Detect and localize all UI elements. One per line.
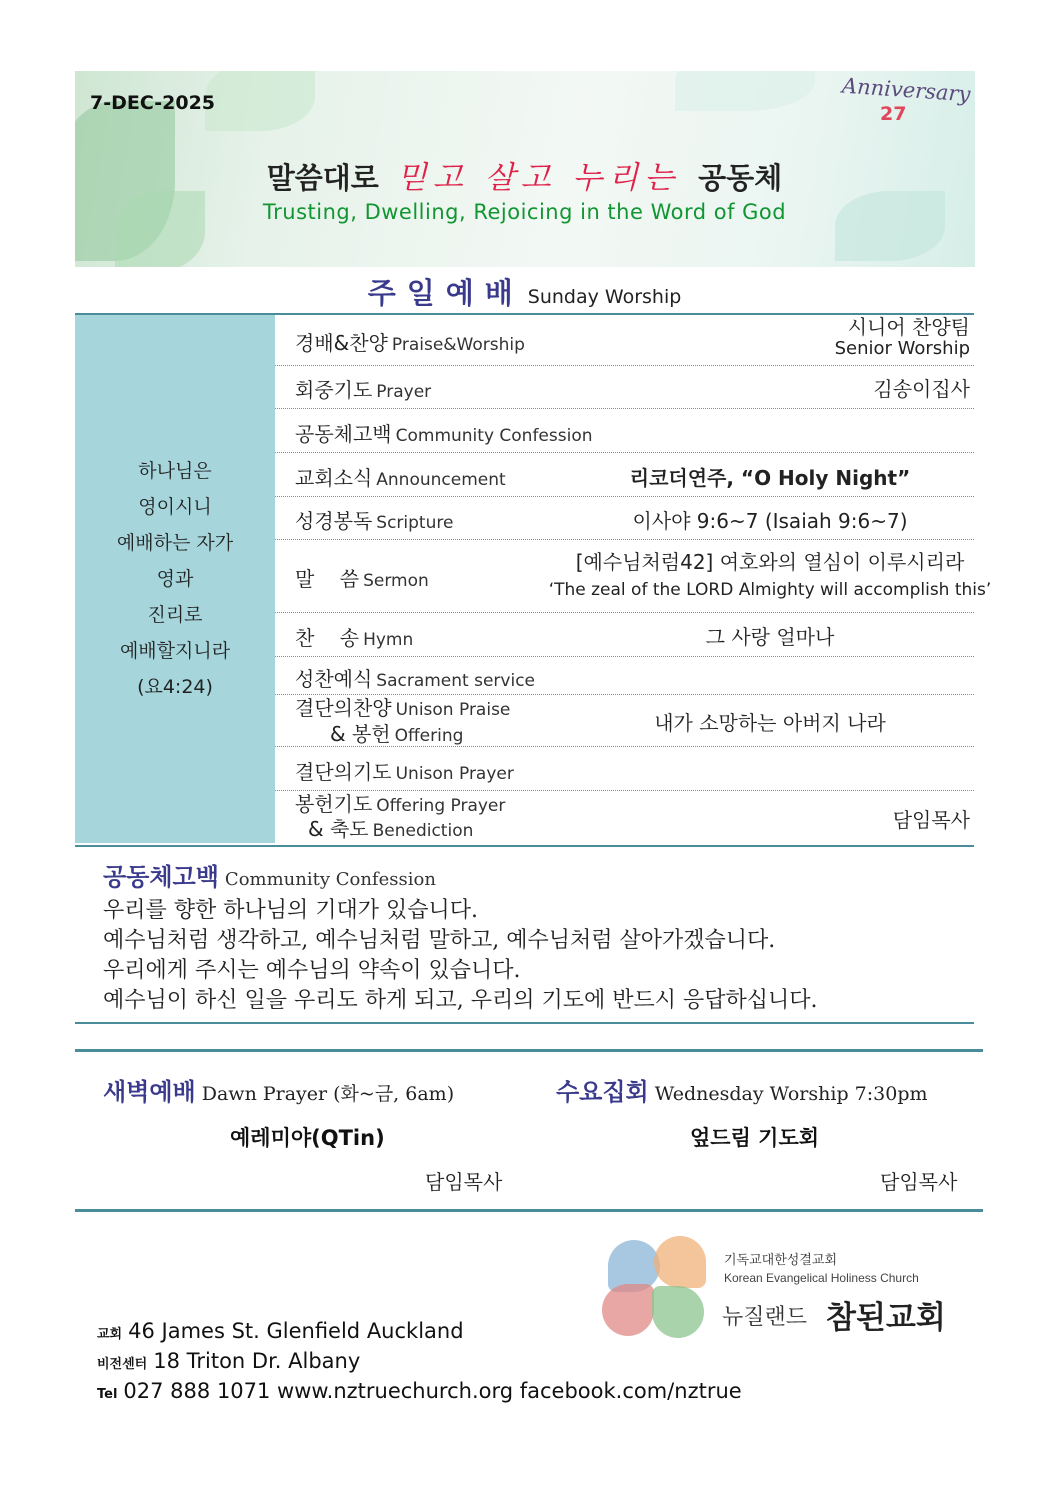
row-ko: 회중기도 xyxy=(295,378,373,402)
service-row-prayer xyxy=(275,366,974,409)
row-en: Community Confession xyxy=(395,426,593,446)
row-en: Offering xyxy=(394,726,464,746)
service-row-offering xyxy=(275,695,974,747)
logo-petal xyxy=(654,1236,706,1288)
service-row-sacrament xyxy=(275,657,974,695)
dawn-prayer-leader: 담임목사 xyxy=(425,1170,503,1194)
address-text: 18 Triton Dr. Albany xyxy=(153,1349,361,1373)
leaf-decoration xyxy=(675,71,815,111)
worship-title-english: Sunday Worship xyxy=(527,286,682,308)
anniversary-number: 27 xyxy=(880,103,907,125)
dawn-title-korean: 새벽예배 xyxy=(103,1078,196,1106)
wednesday-worship-topic: 엎드림 기도회 xyxy=(690,1126,820,1150)
motto-prefix: 말씀대로 xyxy=(266,161,379,195)
dawn-prayer-title xyxy=(103,1072,454,1107)
denomination-korean: 기독교대한성결교회 xyxy=(724,1253,838,1268)
wednesday-worship-leader: 담임목사 xyxy=(880,1170,958,1194)
row-en: Prayer xyxy=(376,382,432,402)
row-en: Hymn xyxy=(363,630,414,650)
service-row-hymn xyxy=(275,613,974,657)
row-ko: 말 씀 xyxy=(295,567,360,591)
verse-line: 진리로 xyxy=(147,604,203,626)
service-row-unison-prayer xyxy=(275,747,974,791)
row-en: Benediction xyxy=(372,821,474,841)
motto-suffix: 공동체 xyxy=(698,161,783,195)
divider xyxy=(75,1209,983,1212)
leaf-decoration xyxy=(205,71,315,131)
service-row-sermon xyxy=(275,540,992,613)
row-right: Senior Worship xyxy=(834,338,970,359)
verse-line: 예배하는 자가 xyxy=(116,532,234,554)
tel-label: Tel xyxy=(97,1387,118,1402)
row-center: 리코더연주, “O Holy Night” xyxy=(629,466,911,490)
row-en: Sacrament service xyxy=(376,671,536,691)
service-row-praise xyxy=(275,315,974,366)
sermon-subtitle: ‘The zeal of the LORD Almighty will accomplish this’ xyxy=(548,580,992,600)
wednesday-title-english: Wednesday Worship 7:30pm xyxy=(654,1083,928,1105)
row-ko: 찬 송 xyxy=(295,626,360,650)
church-name: 참된교회 xyxy=(826,1300,946,1336)
row-ko: & 축도 xyxy=(308,817,369,841)
row-ko: 성경봉독 xyxy=(295,509,373,533)
contact-line xyxy=(97,1379,742,1403)
address-text: 46 James St. Glenfield Auckland xyxy=(128,1319,464,1343)
row-center: 내가 소망하는 아버지 나라 xyxy=(654,711,886,735)
row-ko: 공동체고백 xyxy=(295,422,392,446)
logo-petal xyxy=(602,1284,654,1336)
service-row-benediction xyxy=(275,791,974,843)
wednesday-title-korean: 수요집회 xyxy=(556,1078,649,1106)
row-ko: 결단의찬양 xyxy=(295,696,392,720)
dawn-prayer-topic: 예레미야(QTin) xyxy=(230,1126,385,1150)
church-country: 뉴질랜드 xyxy=(722,1305,808,1330)
verse-line: 하나님은 xyxy=(138,460,212,482)
verse-line: 예배할지니라 xyxy=(119,640,231,662)
wednesday-worship-title xyxy=(556,1072,928,1107)
row-ko: 성찬예식 xyxy=(295,667,373,691)
row-en: Praise&Worship xyxy=(391,335,525,355)
contact-text: 027 888 1071 www.nztruechurch.org facebook.com/nztrue xyxy=(123,1379,742,1403)
motto-english: Trusting, Dwelling, Rejoicing in the Word of God xyxy=(262,200,787,224)
address-label: 교회 xyxy=(97,1327,123,1342)
church-logo-icon xyxy=(600,1236,710,1336)
confession-title xyxy=(103,857,436,892)
service-row-announcement xyxy=(275,453,974,497)
confession-line: 예수님처럼 생각하고, 예수님처럼 말하고, 예수님처럼 살아가겠습니다. xyxy=(103,928,776,953)
row-en: Offering Prayer xyxy=(376,796,506,816)
worship-title-korean: 주일예배 xyxy=(367,276,524,310)
row-center: 그 사랑 얼마나 xyxy=(705,625,835,649)
anniversary-label: Anniversary xyxy=(841,73,972,107)
motto-korean xyxy=(0,152,1049,197)
verse-line: 영이시니 xyxy=(138,496,212,518)
row-en: Announcement xyxy=(376,470,506,490)
confession-line: 우리를 향한 하나님의 기대가 있습니다. xyxy=(103,898,478,923)
row-center: 이사야 9:6~7 (Isaiah 9:6~7) xyxy=(632,509,908,533)
confession-title-english: Community Confession xyxy=(224,869,436,890)
row-right: 담임목사 xyxy=(892,808,970,832)
verse-line: 영과 xyxy=(156,568,194,590)
dawn-title-english: Dawn Prayer (화~금, 6am) xyxy=(201,1083,455,1105)
confession-line: 우리에게 주시는 예수님의 약속이 있습니다. xyxy=(103,958,521,983)
address-label: 비전센터 xyxy=(97,1357,148,1372)
logo-petal xyxy=(652,1286,704,1338)
row-ko: 봉헌기도 xyxy=(295,792,373,816)
scripture-verse-panel xyxy=(75,315,275,843)
divider xyxy=(75,1049,983,1052)
confession-line: 예수님이 하신 일을 우리도 하게 되고, 우리의 기도에 반드시 응답하십니다. xyxy=(103,988,818,1013)
worship-heading xyxy=(0,271,1049,312)
row-ko: 교회소식 xyxy=(295,466,373,490)
service-row-scripture xyxy=(275,497,974,540)
vision-center-address xyxy=(97,1349,360,1373)
confession-title-korean: 공동체고백 xyxy=(103,863,219,891)
sermon-title: [예수님처럼42] 여호와의 열심이 이루시리라 xyxy=(575,550,965,574)
row-right: 시니어 찬양팀 xyxy=(847,315,970,339)
church-address xyxy=(97,1319,464,1343)
denomination-english: Korean Evangelical Holiness Church xyxy=(724,1271,919,1285)
row-ko: 결단의기도 xyxy=(295,760,392,784)
bulletin-date: 7-DEC-2025 xyxy=(90,92,216,114)
verse-line: (요4:24) xyxy=(137,676,213,698)
row-en: Sermon xyxy=(363,571,429,591)
motto-highlight: 믿고 살고 누리는 xyxy=(396,160,681,196)
row-en: Scripture xyxy=(376,513,454,533)
row-ko: & 봉헌 xyxy=(330,722,391,746)
row-ko: 경배&찬양 xyxy=(295,331,388,355)
row-en: Unison Praise xyxy=(395,700,511,720)
row-right: 김송이집사 xyxy=(873,377,970,401)
service-row-confession xyxy=(275,409,974,453)
row-en: Unison Prayer xyxy=(395,764,514,784)
